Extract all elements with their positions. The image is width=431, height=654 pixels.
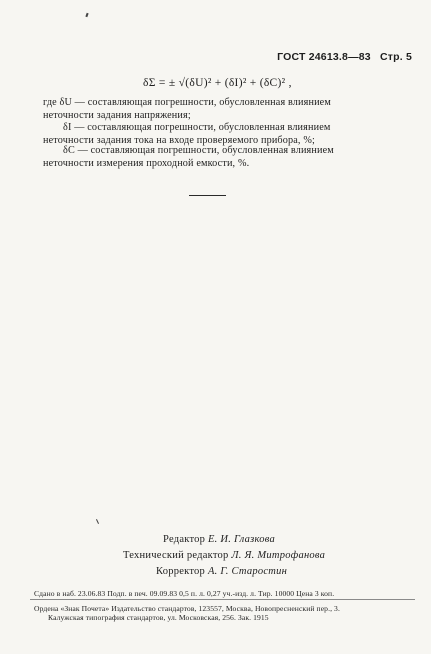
definition-line: неточности задания напряжения; [43, 109, 191, 121]
editor-role: Редактор [163, 534, 206, 545]
proofreader-name: А. Г. Старостин [207, 566, 288, 577]
print-details: Сдано в наб. 23.06.83 Подп. в печ. 09.09.83 0,5 п. л. 0,27 уч.-изд. л. Тир. 10000 Цена 3 коп. [34, 589, 335, 598]
page-header [277, 51, 412, 63]
tech-editor-role: Технический редактор [123, 550, 229, 561]
definition-line: неточности задания тока на входе проверяемого прибора, %; [43, 134, 315, 146]
imprint-divider [30, 599, 415, 600]
definition-line: δI — составляющая погрешности, обусловленная влиянием [63, 122, 331, 133]
end-of-text-dash [189, 195, 226, 196]
page-number: Стр. 5 [379, 51, 412, 63]
printer-details: Калужская типография стандартов, ул. Московская, 256. Зак. 1915 [48, 613, 269, 622]
definition-line: неточности измерения проходной емкости, %. [43, 157, 250, 169]
proofreader-credit [156, 566, 287, 577]
scan-speck [85, 13, 88, 17]
standard-number: ГОСТ 24613.8—83 [277, 51, 371, 63]
definition-line: δC — составляющая погрешности, обусловленная влиянием [63, 145, 334, 156]
editor-name: Е. И. Глазкова [208, 534, 275, 545]
tech-editor-name: Л. Я. Митрофанова [231, 550, 326, 561]
scan-speck [96, 519, 99, 524]
tech-editor-credit [123, 550, 325, 561]
definition-line: где δU — составляющая погрешности, обусловленная влиянием [43, 97, 331, 108]
definition-delta-i [43, 122, 413, 148]
error-formula: δΣ = ± √(δU)² + (δI)² + (δC)² , [143, 77, 292, 89]
editor-credit [163, 534, 275, 545]
publisher-details: Ордена «Знак Почета» Издательство стандартов, 123557, Москва, Новопресненский пер., 3. [34, 604, 340, 613]
definition-delta-c [43, 145, 413, 171]
definition-delta-u [43, 97, 413, 123]
proofreader-role: Корректор [156, 566, 206, 577]
